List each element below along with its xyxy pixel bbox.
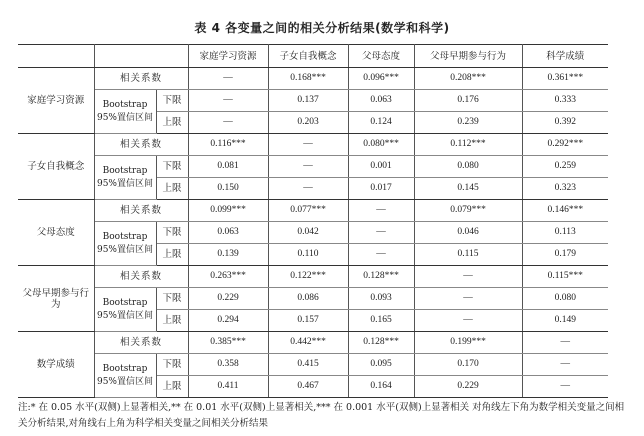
coef-value: 0.361*** (522, 68, 608, 90)
table-row (18, 156, 608, 178)
upper-label: 上限 (156, 376, 188, 398)
coef-value: 0.128*** (348, 266, 414, 288)
table-row (18, 222, 608, 244)
coef-value: — (188, 68, 268, 90)
lower-value: 0.080 (414, 156, 522, 178)
col-header: 科学成绩 (522, 45, 608, 68)
upper-value: 0.294 (188, 310, 268, 332)
lower-label: 下限 (156, 156, 188, 178)
lower-value: 0.063 (188, 222, 268, 244)
table-row (18, 332, 608, 354)
coef-value: 0.115*** (522, 266, 608, 288)
upper-value: 0.164 (348, 376, 414, 398)
lower-value: 0.358 (188, 354, 268, 376)
lower-value: 0.113 (522, 222, 608, 244)
upper-value: 0.203 (268, 112, 348, 134)
table-row (18, 288, 608, 310)
lower-label: 下限 (156, 288, 188, 310)
lower-value: 0.001 (348, 156, 414, 178)
upper-value: 0.411 (188, 376, 268, 398)
table-row (18, 68, 608, 90)
bootstrap-label: Bootstrap 95%置信区间 (94, 288, 156, 332)
coef-value: 0.263*** (188, 266, 268, 288)
lower-value: 0.063 (348, 90, 414, 112)
upper-value: 0.239 (414, 112, 522, 134)
table-row (18, 90, 608, 112)
lower-label: 下限 (156, 354, 188, 376)
upper-value: 0.110 (268, 244, 348, 266)
coef-value: 0.122*** (268, 266, 348, 288)
upper-value: 0.145 (414, 178, 522, 200)
upper-value: 0.124 (348, 112, 414, 134)
upper-value: 0.165 (348, 310, 414, 332)
coef-value: — (268, 134, 348, 156)
variable-name: 数学成绩 (18, 332, 94, 398)
lower-value: 0.093 (348, 288, 414, 310)
lower-value: 0.137 (268, 90, 348, 112)
bootstrap-label: Bootstrap 95%置信区间 (94, 222, 156, 266)
coef-value: 0.116*** (188, 134, 268, 156)
table-row (18, 266, 608, 288)
upper-value: 0.392 (522, 112, 608, 134)
table-row (18, 134, 608, 156)
coef-value: 0.199*** (414, 332, 522, 354)
upper-label: 上限 (156, 244, 188, 266)
coef-value: — (414, 266, 522, 288)
coef-value: 0.079*** (414, 200, 522, 222)
lower-value: 0.095 (348, 354, 414, 376)
lower-value: 0.229 (188, 288, 268, 310)
coef-label: 相关系数 (94, 134, 188, 156)
coef-label: 相关系数 (94, 332, 188, 354)
lower-value: 0.042 (268, 222, 348, 244)
coef-value: 0.292*** (522, 134, 608, 156)
coef-value: 0.112*** (414, 134, 522, 156)
upper-value: — (268, 178, 348, 200)
lower-label: 下限 (156, 222, 188, 244)
lower-value: 0.081 (188, 156, 268, 178)
bootstrap-label: Bootstrap 95%置信区间 (94, 156, 156, 200)
coef-value: — (522, 332, 608, 354)
table-caption: 表 4 各变量之间的相关分析结果(数学和科学) (194, 21, 450, 35)
lower-value: — (522, 354, 608, 376)
lower-value: — (414, 288, 522, 310)
lower-value: — (188, 90, 268, 112)
table-row (18, 200, 608, 222)
header-row (18, 45, 608, 68)
upper-label: 上限 (156, 178, 188, 200)
lower-value: 0.333 (522, 90, 608, 112)
bootstrap-label: Bootstrap 95%置信区间 (94, 90, 156, 134)
lower-value: 0.259 (522, 156, 608, 178)
lower-value: — (348, 222, 414, 244)
upper-value: 0.139 (188, 244, 268, 266)
header-blank-measure (94, 45, 188, 68)
upper-value: 0.179 (522, 244, 608, 266)
variable-name: 子女自我概念 (18, 134, 94, 200)
coef-label: 相关系数 (94, 68, 188, 90)
col-header: 家庭学习资源 (188, 45, 268, 68)
col-header: 子女自我概念 (268, 45, 348, 68)
upper-value: — (348, 244, 414, 266)
coef-value: — (348, 200, 414, 222)
lower-value: 0.080 (522, 288, 608, 310)
coef-value: 0.168*** (268, 68, 348, 90)
table-note: 注:* 在 0.05 水平(双侧)上显著相关,** 在 0.01 水平(双侧)上显著相关,*** 在 0.001 水平(双侧)上显著相关 对角线左下角为数学相关变量之间相关分析结果,对角线右上角为科学相关变量之间相关分析结果 (18, 402, 625, 429)
upper-label: 上限 (156, 112, 188, 134)
variable-name: 父母早期参与行为 (18, 266, 94, 332)
variable-name: 父母态度 (18, 200, 94, 266)
lower-label: 下限 (156, 90, 188, 112)
col-header: 父母早期参与行为 (414, 45, 522, 68)
lower-value: 0.170 (414, 354, 522, 376)
table-row (18, 354, 608, 376)
coef-value: 0.442*** (268, 332, 348, 354)
variable-name: 家庭学习资源 (18, 68, 94, 134)
header-blank (18, 45, 94, 68)
upper-value: 0.149 (522, 310, 608, 332)
upper-value: 0.323 (522, 178, 608, 200)
upper-value: 0.115 (414, 244, 522, 266)
upper-value: 0.150 (188, 178, 268, 200)
col-header: 父母态度 (348, 45, 414, 68)
coef-label: 相关系数 (94, 200, 188, 222)
upper-value: — (414, 310, 522, 332)
coef-value: 0.096*** (348, 68, 414, 90)
coef-value: 0.080*** (348, 134, 414, 156)
correlation-table (18, 44, 608, 398)
table-header (18, 45, 608, 68)
lower-value: 0.176 (414, 90, 522, 112)
upper-value: 0.157 (268, 310, 348, 332)
upper-value: — (188, 112, 268, 134)
table-body (18, 68, 608, 398)
coef-value: 0.385*** (188, 332, 268, 354)
coef-value: 0.146*** (522, 200, 608, 222)
lower-value: — (268, 156, 348, 178)
upper-label: 上限 (156, 310, 188, 332)
lower-value: 0.415 (268, 354, 348, 376)
coef-value: 0.099*** (188, 200, 268, 222)
coef-value: 0.128*** (348, 332, 414, 354)
bootstrap-label: Bootstrap 95%置信区间 (94, 354, 156, 398)
upper-value: 0.229 (414, 376, 522, 398)
lower-value: 0.086 (268, 288, 348, 310)
upper-value: 0.467 (268, 376, 348, 398)
coef-value: 0.208*** (414, 68, 522, 90)
lower-value: 0.046 (414, 222, 522, 244)
upper-value: — (522, 376, 608, 398)
coef-value: 0.077*** (268, 200, 348, 222)
upper-value: 0.017 (348, 178, 414, 200)
coef-label: 相关系数 (94, 266, 188, 288)
